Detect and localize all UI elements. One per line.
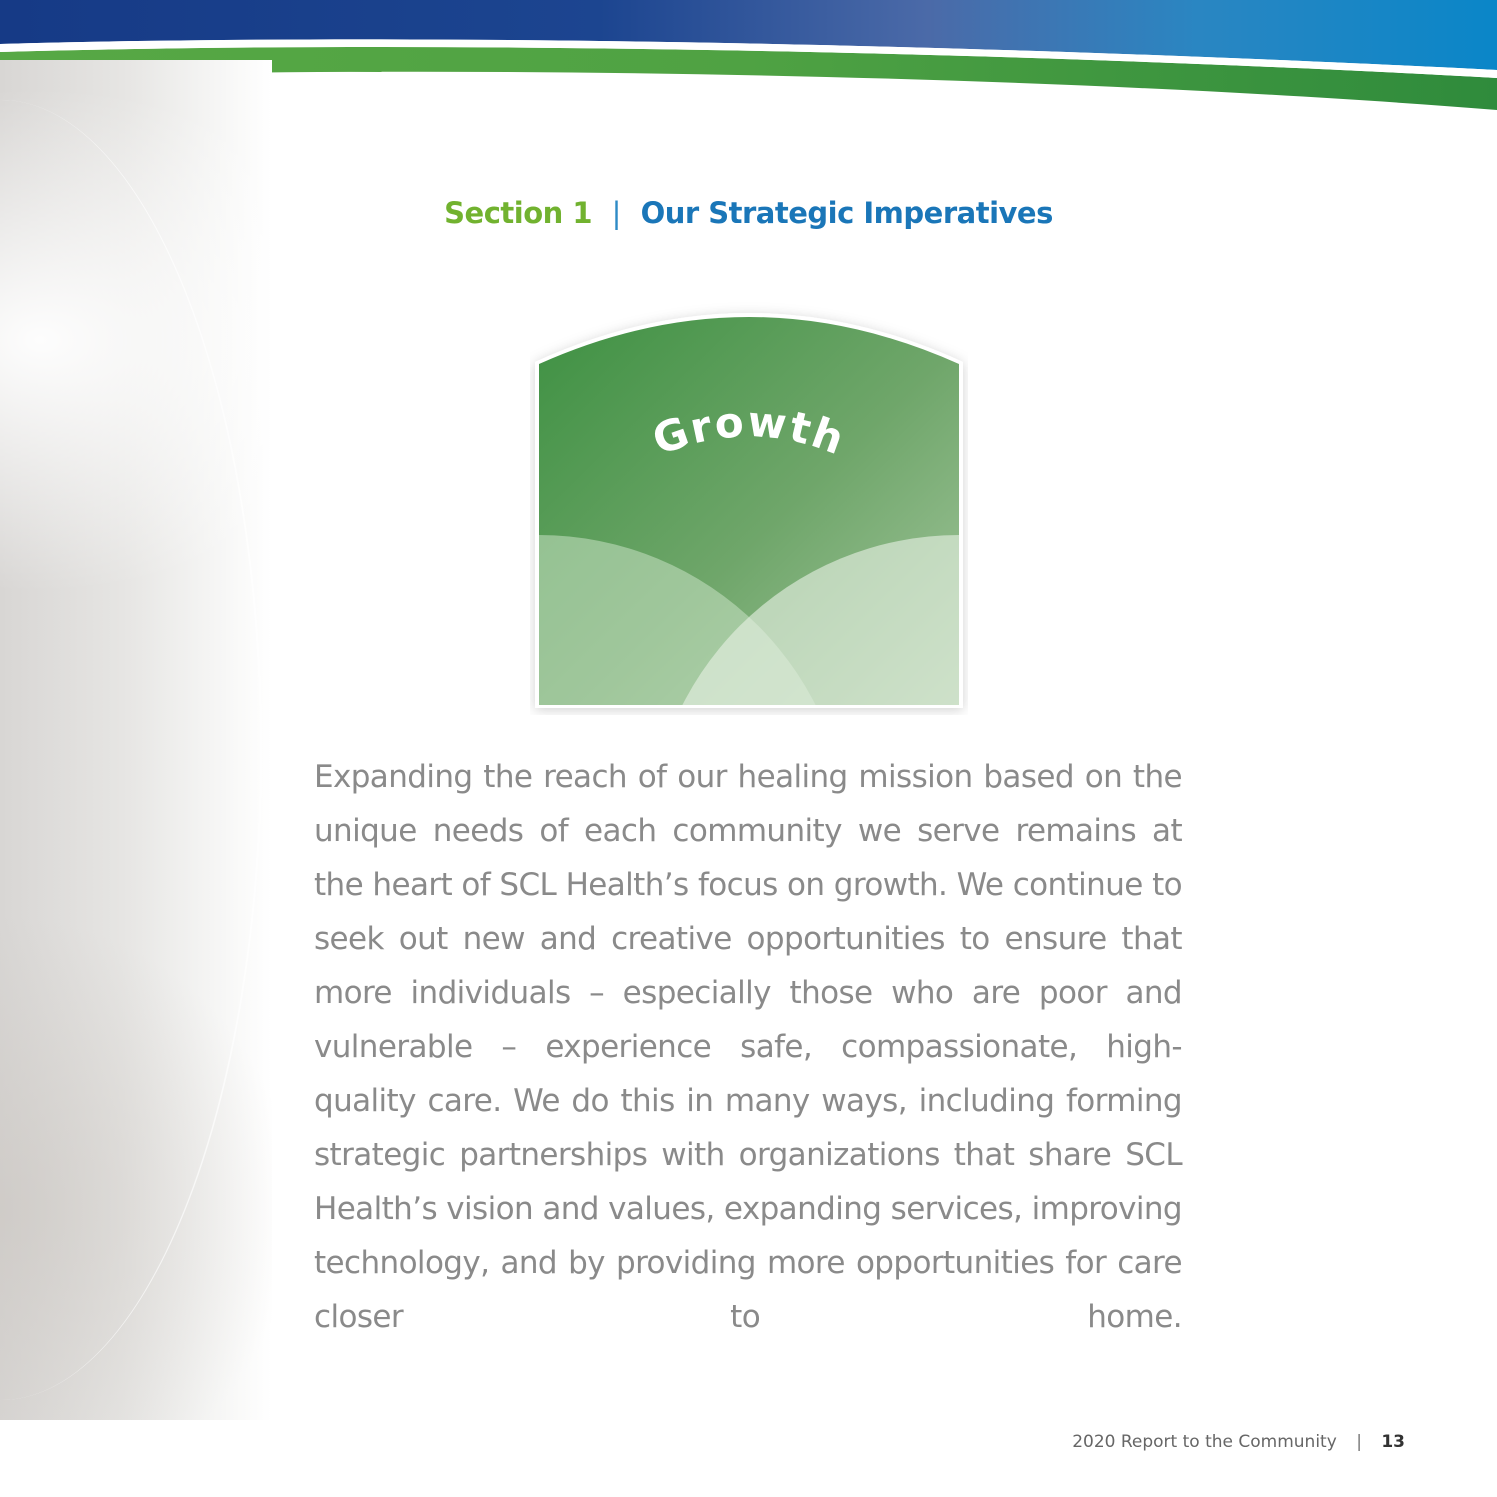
section-title: Our Strategic Imperatives [640, 196, 1053, 230]
report-title: 2020 Report to the Community [1072, 1432, 1337, 1452]
growth-label-path: Growth [646, 396, 853, 465]
page-footer [1072, 1432, 1405, 1452]
photo-highlight-curve [0, 100, 262, 1400]
growth-badge [530, 290, 968, 715]
section-label: Section 1 [444, 196, 593, 230]
page-number: 13 [1381, 1432, 1405, 1452]
footer-separator: | [1356, 1432, 1362, 1452]
section-heading [0, 196, 1497, 230]
section-separator: | [611, 196, 621, 230]
background-photo [0, 60, 272, 1420]
body-paragraph: Expanding the reach of our healing mission based on the unique needs of each community we serve remains at the heart of SCL Health’s focus on growth. We continue to seek out new and creative opportunities to ensure that more individuals – especially those who are poor and vulnerable – experience safe, compassionate, high-quality care. We do this in many ways, including forming strategic partnerships with organizations that share SCL Health’s vision and values, expanding services, improving technology, and by providing more opportunities for care closer to home. [314, 759, 1182, 1335]
